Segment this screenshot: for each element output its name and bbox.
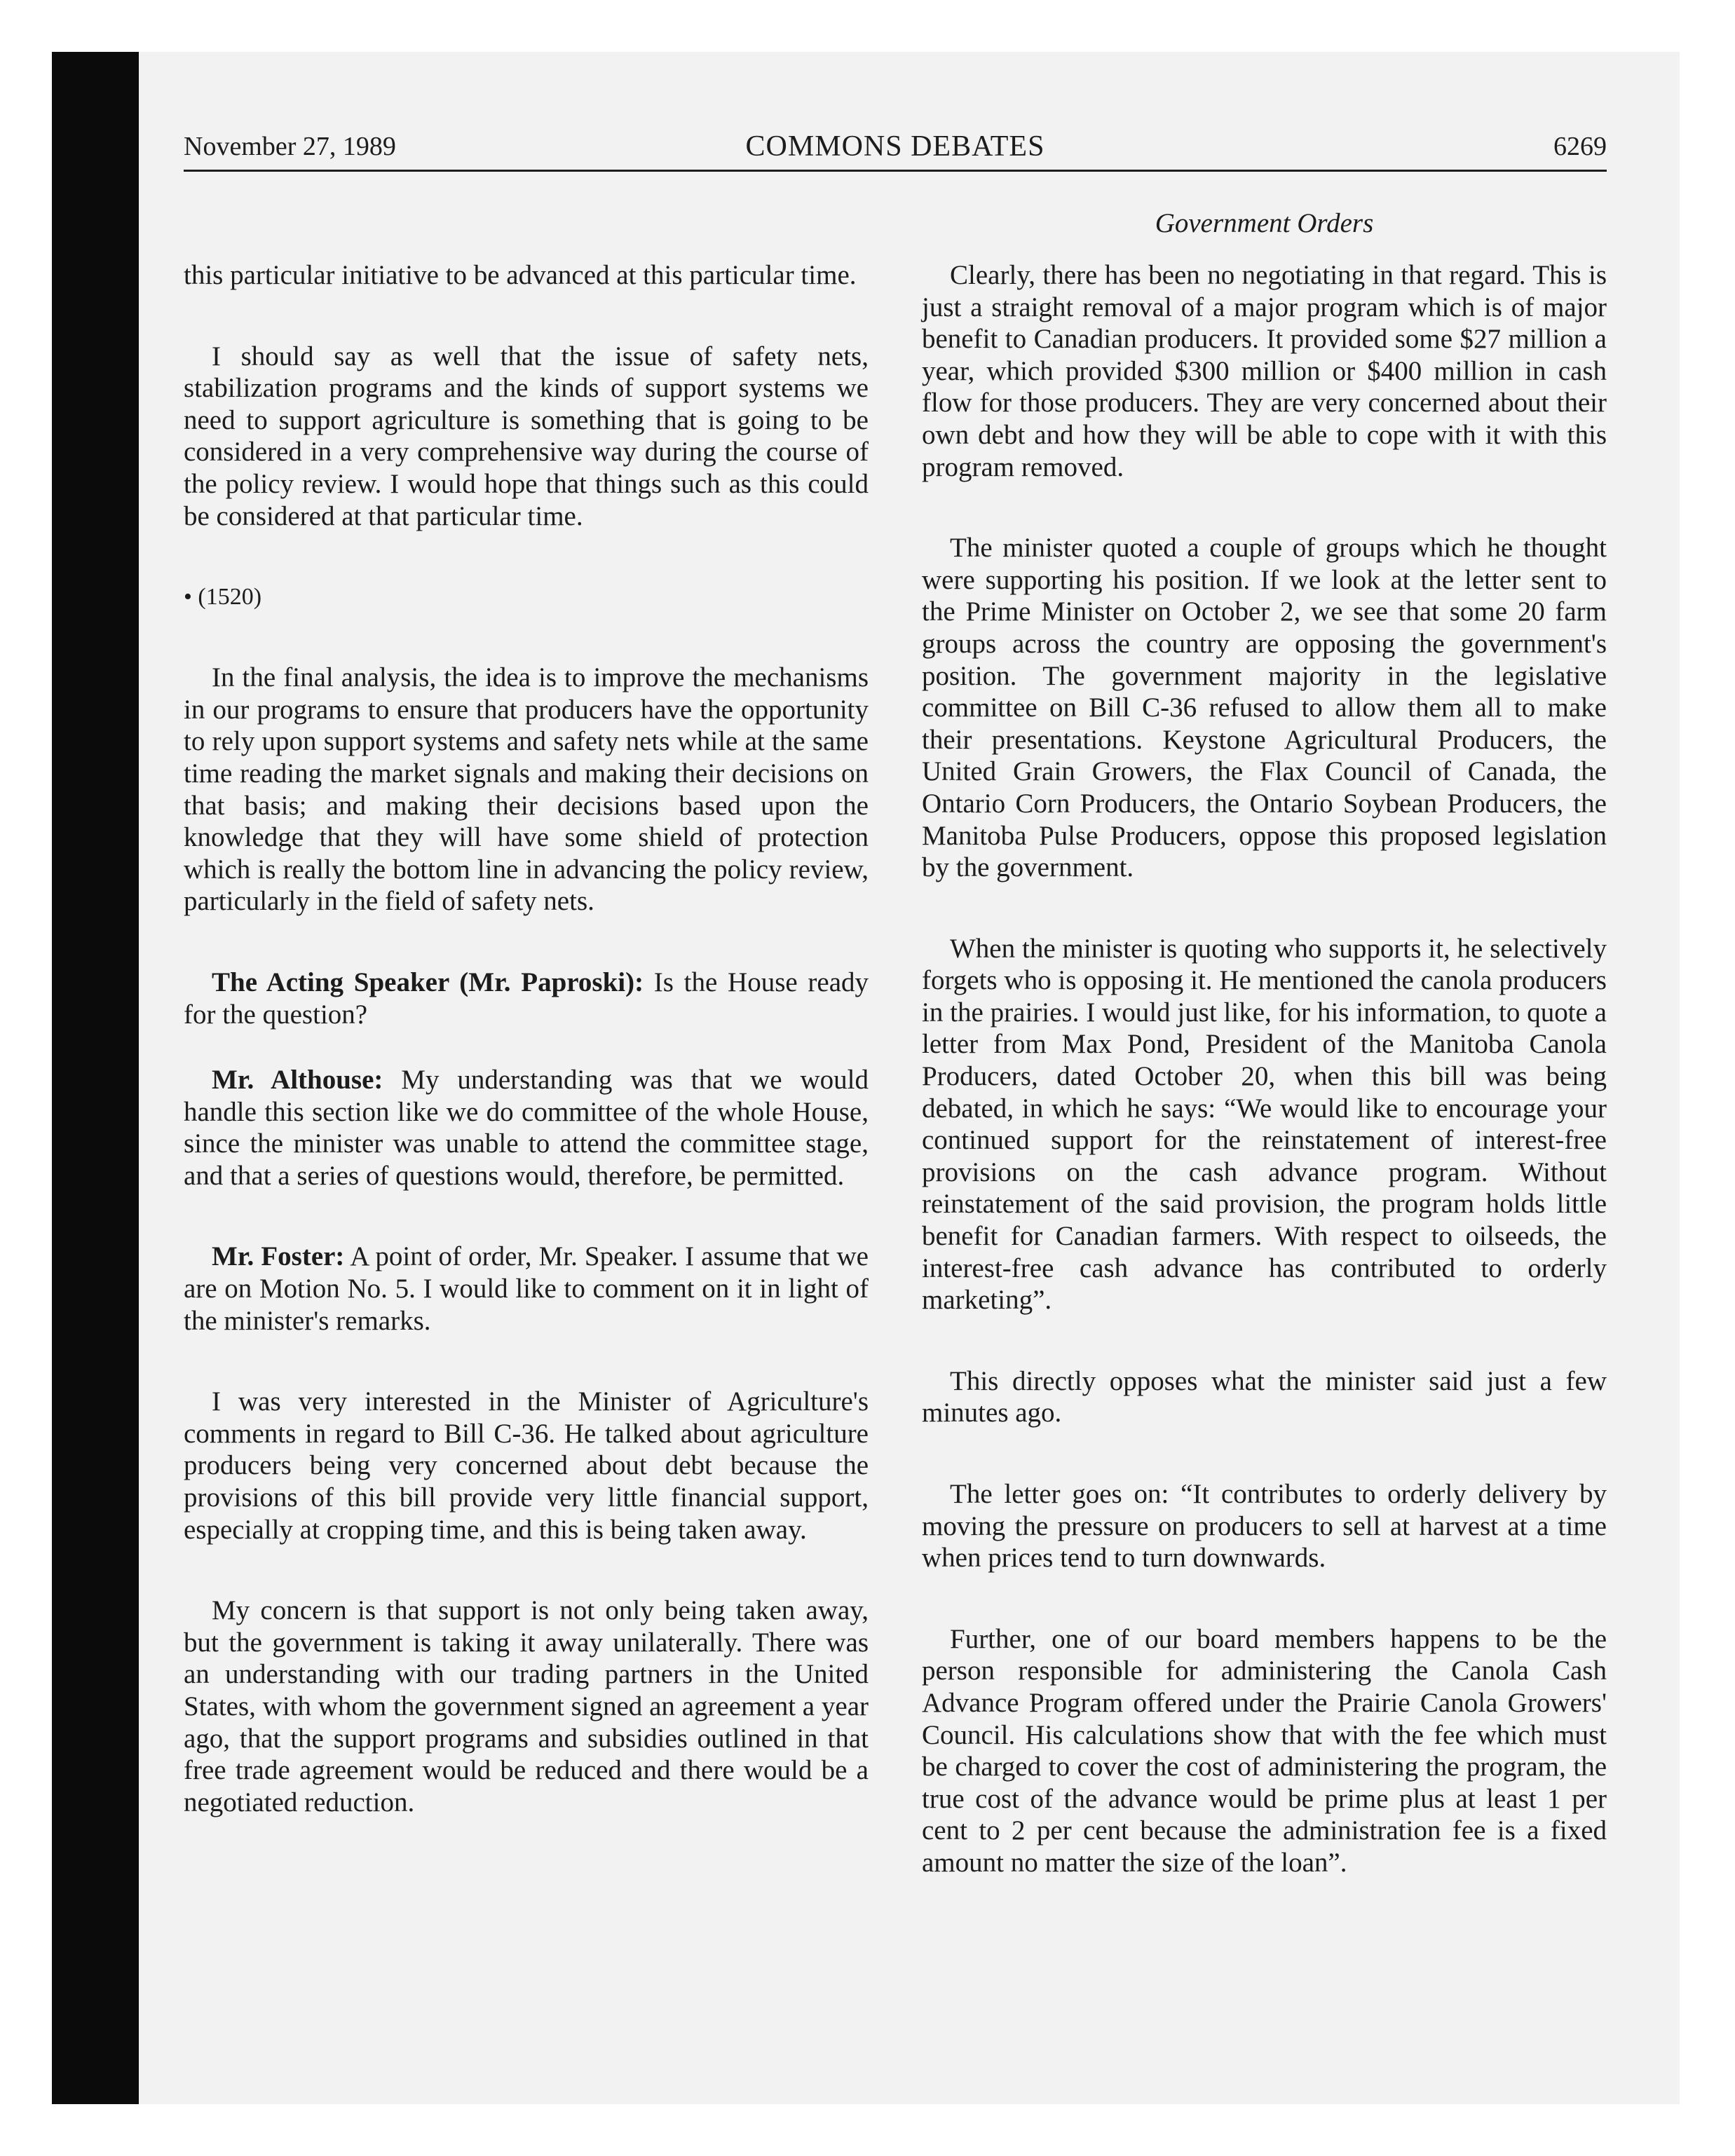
header-title: COMMONS DEBATES [745, 130, 1045, 163]
speech-paragraph [184, 1241, 869, 1337]
speech-paragraph [184, 967, 869, 1030]
paragraph: My concern is that support is not only being taken away, but the government is taking it away unilaterally. There was an understanding with our trading partners in the United States, with whom the government signed an agreement a year ago, that the support programs and subsidies outlined in that free trade agreement would be reduced and there would be a negotiated reduction. [184, 1595, 869, 1817]
paragraph: I should say as well that the issue of safety nets, stabilization programs and the kinds of support systems we need to support agriculture is something that is going to be considered in a very comprehensive way during the course of the policy review. I would hope that things such as this could be considered at that particular time. [184, 341, 869, 531]
paragraph: Further, one of our board members happens to be the person responsible for administering the Canola Cash Advance Program offered under the Prairie Canola Growers' Council. His calculations show that with the fee which must be charged to cover the cost of administering the program, the true cost of the advance would be prime plus at least 1 per cent to 2 per cent because the administration fee is a fixed amount no matter the size of the loan”. [922, 1623, 1607, 1878]
speech-text: A point of order, Mr. Speaker. I assume that we are on Motion No. 5. I would like to comment on it in light of the minister's remarks. [184, 1241, 869, 1336]
speaker-name: Mr. Foster: [212, 1241, 345, 1272]
speech-text: My understanding was that we would handle this section like we do committee of the whole House, since the minister was unable to attend the committee stage, and that a series of questions would, therefore, be permitted. [184, 1065, 869, 1191]
paragraph: In the final analysis, the idea is to improve the mechanisms in our programs to ensure that producers have the opportunity to rely upon support systems and safety nets while at the same time reading the market signals and making their decisions on that basis; and making their decisions based upon the knowledge that they will have some shield of protection which is really the bottom line in advancing the policy review, particularly in the field of safety nets. [184, 662, 869, 917]
binding-edge [52, 52, 139, 2104]
left-column [184, 259, 869, 1867]
paragraph: The letter goes on: “It contributes to orderly delivery by moving the pressure on producers to sell at harvest at a time when prices tend to turn downwards. [922, 1479, 1607, 1574]
speaker-name: The Acting Speaker (Mr. Paproski): [212, 967, 644, 997]
paragraph: This directly opposes what the minister said just a few minutes ago. [922, 1365, 1607, 1428]
paragraph: I was very interested in the Minister of Agriculture's comments in regard to Bill C-36. He talked about agriculture producers being very concerned about debt because the provisions of this bill provide very little financial support, especially at cropping time, and this is being taken away. [184, 1386, 869, 1545]
header-date: November 27, 1989 [184, 132, 396, 161]
header-rule [184, 170, 1607, 172]
paragraph: this particular initiative to be advanced at this particular time. [184, 260, 857, 290]
running-header [184, 127, 1607, 169]
page-number: 6269 [1553, 132, 1607, 161]
paragraph: When the minister is quoting who supports it, he selectively forgets who is opposing it. He mentioned the canola producers in the prairies. I would just like, for his information, to quote a letter from Max Pond, President of the Manitoba Canola Producers, dated October 20, when this bill was being debated, in which he says: “We would like to encourage your continued support for the reinstatement of interest-free provisions on the cash advance program. Without reinstatement of the said provision, the program holds little benefit for Canadian farmers. With respect to oilseeds, the interest-free cash advance has contributed to orderly marketing”. [922, 933, 1607, 1316]
speech-paragraph [184, 1064, 869, 1192]
right-column [922, 259, 1607, 1928]
section-label: Government Orders [1155, 208, 1374, 238]
paragraph: Clearly, there has been no negotiating in that regard. This is just a straight removal of a major program which is of major benefit to Canadian producers. It provided some $27 million a year, which provided $300 million or $400 million in cash flow for those producers. They are very concerned about their own debt and how they will be able to cope with it with this program removed. [922, 260, 1607, 482]
paragraph: The minister quoted a couple of groups which he thought were supporting his position. If we look at the letter sent to the Prime Minister on October 2, we see that some 20 farm groups across the country are opposing the government's position. The government majority in the legislative committee on Bill C-36 refused to allow them all to make their presentations. Keystone Agricultural Producers, the United Grain Growers, the Flax Council of Canada, the Ontario Corn Producers, the Ontario Soybean Producers, the Manitoba Pulse Producers, oppose this proposed legislation by the government. [922, 533, 1607, 883]
speech-text: Is the House ready for the question? [184, 967, 869, 1030]
time-stamp: • (1520) [184, 584, 262, 610]
speaker-name: Mr. Althouse: [212, 1065, 383, 1096]
